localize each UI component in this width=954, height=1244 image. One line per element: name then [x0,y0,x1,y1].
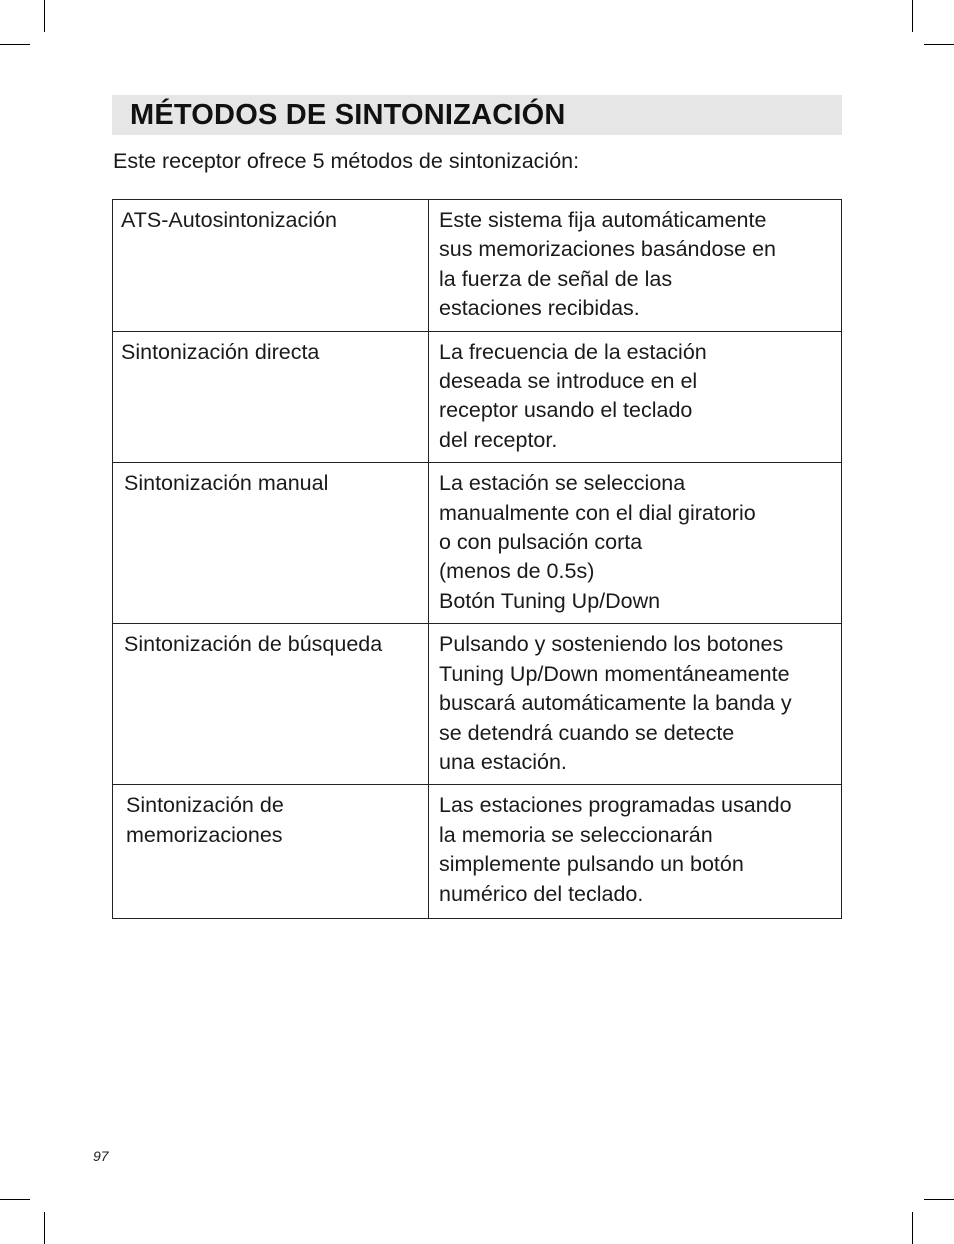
section-title: MÉTODOS DE SINTONIZACIÓN [130,99,566,131]
crop-mark [924,1199,954,1200]
method-description: La estación se selecciona manualmente con el dial giratorio o con pulsación corta (menos de 0.5s) Botón Tuning Up/Down [429,463,842,624]
crop-mark [0,44,30,45]
method-name: Sintonización manual [113,463,429,624]
method-description: Las estaciones programadas usando la memoria se seleccionarán simplemente pulsando un botón numérico del teclado. [429,785,842,919]
table-row [113,624,842,785]
method-name: ATS-Autosintonización [113,200,429,332]
table-row [113,463,842,624]
tuning-methods-table [112,199,842,919]
page-number: 97 [93,1148,109,1164]
method-description: Pulsando y sosteniendo los botones Tuning Up/Down momentáneamente buscará automáticamente la banda y se detendrá cuando se detecte una estación. [429,624,842,785]
table-row [113,331,842,463]
intro-text: Este receptor ofrece 5 métodos de sintonización: [113,149,580,173]
crop-mark [912,1212,913,1244]
crop-mark [912,0,913,32]
method-description: La frecuencia de la estación deseada se introduce en el receptor usando el teclado del receptor. [429,331,842,463]
crop-mark [44,0,45,32]
crop-mark [924,44,954,45]
method-name: Sintonización de memorizaciones [113,785,429,919]
crop-mark [44,1212,45,1244]
method-description: Este sistema fija automáticamente sus memorizaciones basándose en la fuerza de señal de las estaciones recibidas. [429,200,842,332]
method-name: Sintonización directa [113,331,429,463]
table-row [113,200,842,332]
table-row [113,785,842,919]
crop-mark [0,1199,30,1200]
section-title-bar [112,95,842,135]
method-name: Sintonización de búsqueda [113,624,429,785]
